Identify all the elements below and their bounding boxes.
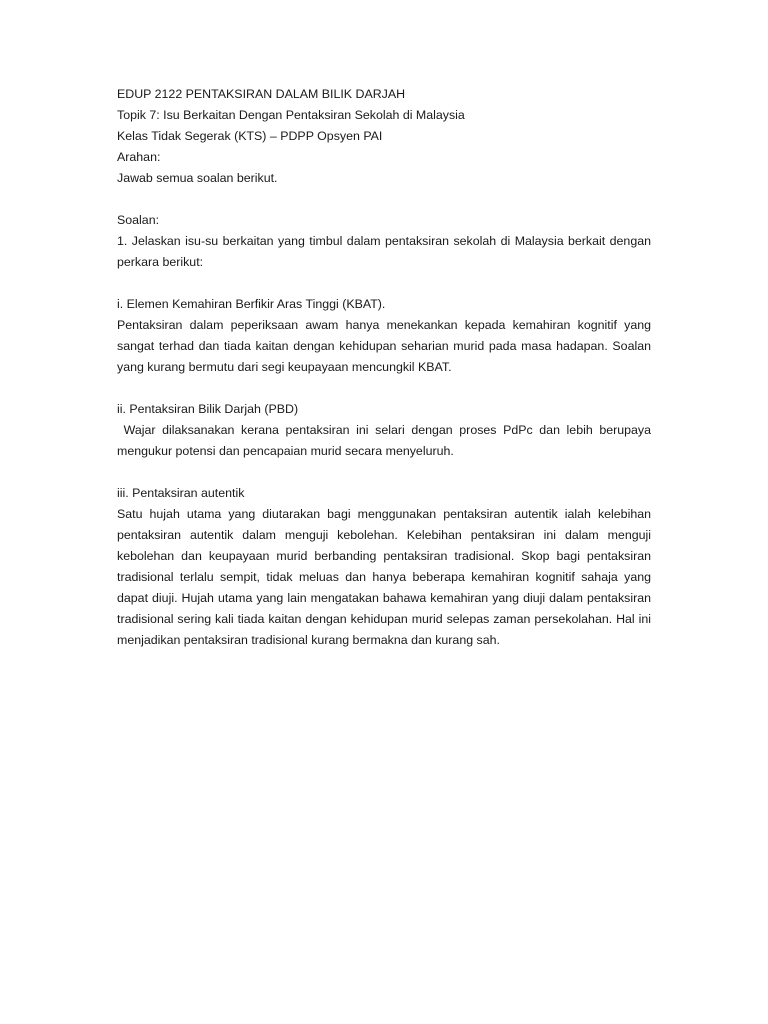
question-1: 1. Jelaskan isu-su berkaitan yang timbul dalam pentaksiran sekolah di Malaysia berkait dengan perkara berikut: xyxy=(117,234,651,269)
spacer xyxy=(117,462,651,483)
section-heading-autentik: iii. Pentaksiran autentik xyxy=(117,486,245,500)
spacer xyxy=(117,189,651,210)
section-body-pbd: Wajar dilaksanakan kerana pentaksiran ini selari dengan proses PdPc dan lebih berupaya mengukur potensi dan pencapaian murid secara menyeluruh. xyxy=(117,423,655,458)
questions-label: Soalan: xyxy=(117,213,160,227)
instructions-label: Arahan: xyxy=(117,150,161,164)
section-heading-pbd: ii. Pentaksiran Bilik Darjah (PBD) xyxy=(117,402,299,416)
course-title: EDUP 2122 PENTAKSIRAN DALAM BILIK DARJAH xyxy=(117,87,406,101)
section-body-autentik: Satu hujah utama yang diutarakan bagi menggunakan pentaksiran autentik ialah kelebihan pentaksiran autentik dalam menguji kebolehan. Kelebihan pentaksiran ini dalam menguji kebolehan dan keupayaan murid berbanding pentaksiran tradisional. Skop bagi pentaksiran tradisional terlalu sempit, tidak meluas dan hanya beberapa kemahiran kognitif sahaja yang dapat diuji. Hujah utama yang lain mengatakan bahawa kemahiran yang diuji dalam pentaksiran tradisional sering kali tiada kaitan dengan kehidupan murid selepas zaman persekolahan. Hal ini menjadikan pentaksiran tradisional kurang bermakna dan kurang sah. xyxy=(117,507,651,647)
section-heading-kbat: i. Elemen Kemahiran Berfikir Aras Tinggi (KBAT). xyxy=(117,297,386,311)
topic-title: Topik 7: Isu Berkaitan Dengan Pentaksiran Sekolah di Malaysia xyxy=(117,108,465,122)
document-body xyxy=(117,84,655,651)
section-body-kbat: Pentaksiran dalam peperiksaan awam hanya menekankan kepada kemahiran kognitif yang sangat terhad dan tiada kaitan dengan kehidupan seharian murid pada masa hadapan. Soalan yang kurang bermutu dari segi keupayaan mencungkil KBAT. xyxy=(117,318,651,374)
spacer xyxy=(117,273,651,294)
spacer xyxy=(117,378,651,399)
instructions-text: Jawab semua soalan berikut. xyxy=(117,171,278,185)
class-info: Kelas Tidak Segerak (KTS) – PDPP Opsyen PAI xyxy=(117,129,383,143)
